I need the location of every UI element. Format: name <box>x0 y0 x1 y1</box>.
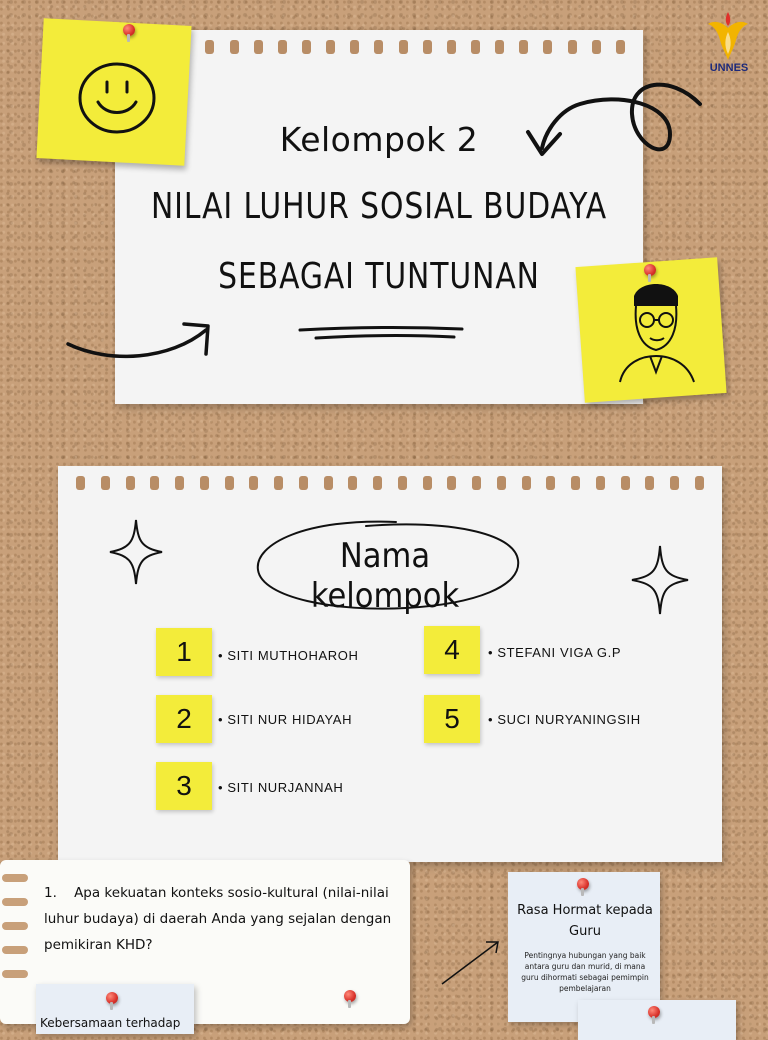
binder-ring-icon <box>2 920 30 932</box>
main-title-line2: SEBAGAI TUNTUNAN <box>218 256 540 297</box>
sparkle-icon <box>628 542 692 618</box>
member-name: • STEFANI VIGA G.P <box>488 645 621 660</box>
binder-ring-icon <box>2 896 30 908</box>
loop-arrow-icon <box>520 74 710 184</box>
info-card-description: Pentingnya hubungan yang baik antara guru dan murid, di mana guru dihormati sebagai pemimpin pembelajaran <box>521 951 649 993</box>
question-text <box>44 880 404 958</box>
info-card-title: Rasa Hormat kepada Guru <box>517 903 653 939</box>
unnes-logo-text: UNNES <box>709 62 749 74</box>
portrait-sketch-icon <box>610 276 706 388</box>
member-name: • SITI NUR HIDAYAH <box>218 712 352 727</box>
pushpin-icon <box>648 1006 660 1018</box>
unnes-emblem-icon <box>700 8 756 64</box>
member-name: • SITI NURJANNAH <box>218 780 343 795</box>
binder-ring-icon <box>2 944 30 956</box>
question-line1: Apa kekuatan konteks sosio-kultural (nilai-nilai <box>74 885 389 901</box>
question-number: 1. <box>44 885 57 901</box>
main-title-line1: NILAI LUHUR SOSIAL BUDAYA <box>150 186 608 227</box>
member-name: • SUCI NURYANINGSIH <box>488 712 641 727</box>
paper-holes <box>58 476 722 492</box>
sparkle-icon <box>106 516 166 588</box>
question-line3: pemikiran KHD? <box>44 937 153 953</box>
pushpin-icon <box>106 992 118 1004</box>
binder-ring-icon <box>2 872 30 884</box>
number-note: 3 <box>156 762 212 810</box>
curved-arrow-icon <box>60 310 220 370</box>
smiley-face-icon <box>76 58 160 138</box>
pushpin-icon <box>577 878 589 890</box>
question-line2: luhur budaya) di daerah Anda yang sejalan dengan <box>44 911 392 927</box>
bottom-card-text: Kebersamaan terhadap <box>40 1016 181 1030</box>
number-note: 5 <box>424 695 480 743</box>
member-name: • SITI MUTHOHAROH <box>218 648 358 663</box>
number-note: 2 <box>156 695 212 743</box>
pushpin-icon <box>344 990 356 1002</box>
number-note: 1 <box>156 628 212 676</box>
paper-holes <box>115 40 643 56</box>
pointer-arrow-icon <box>436 934 506 990</box>
binder-ring-icon <box>2 968 30 980</box>
members-heading: Nama kelompok <box>310 536 460 616</box>
number-note: 4 <box>424 626 480 674</box>
title-underline-icon <box>296 322 466 344</box>
pushpin-icon <box>123 24 135 36</box>
pushpin-icon <box>644 264 656 276</box>
group-title: Kelompok 2 <box>279 120 479 159</box>
